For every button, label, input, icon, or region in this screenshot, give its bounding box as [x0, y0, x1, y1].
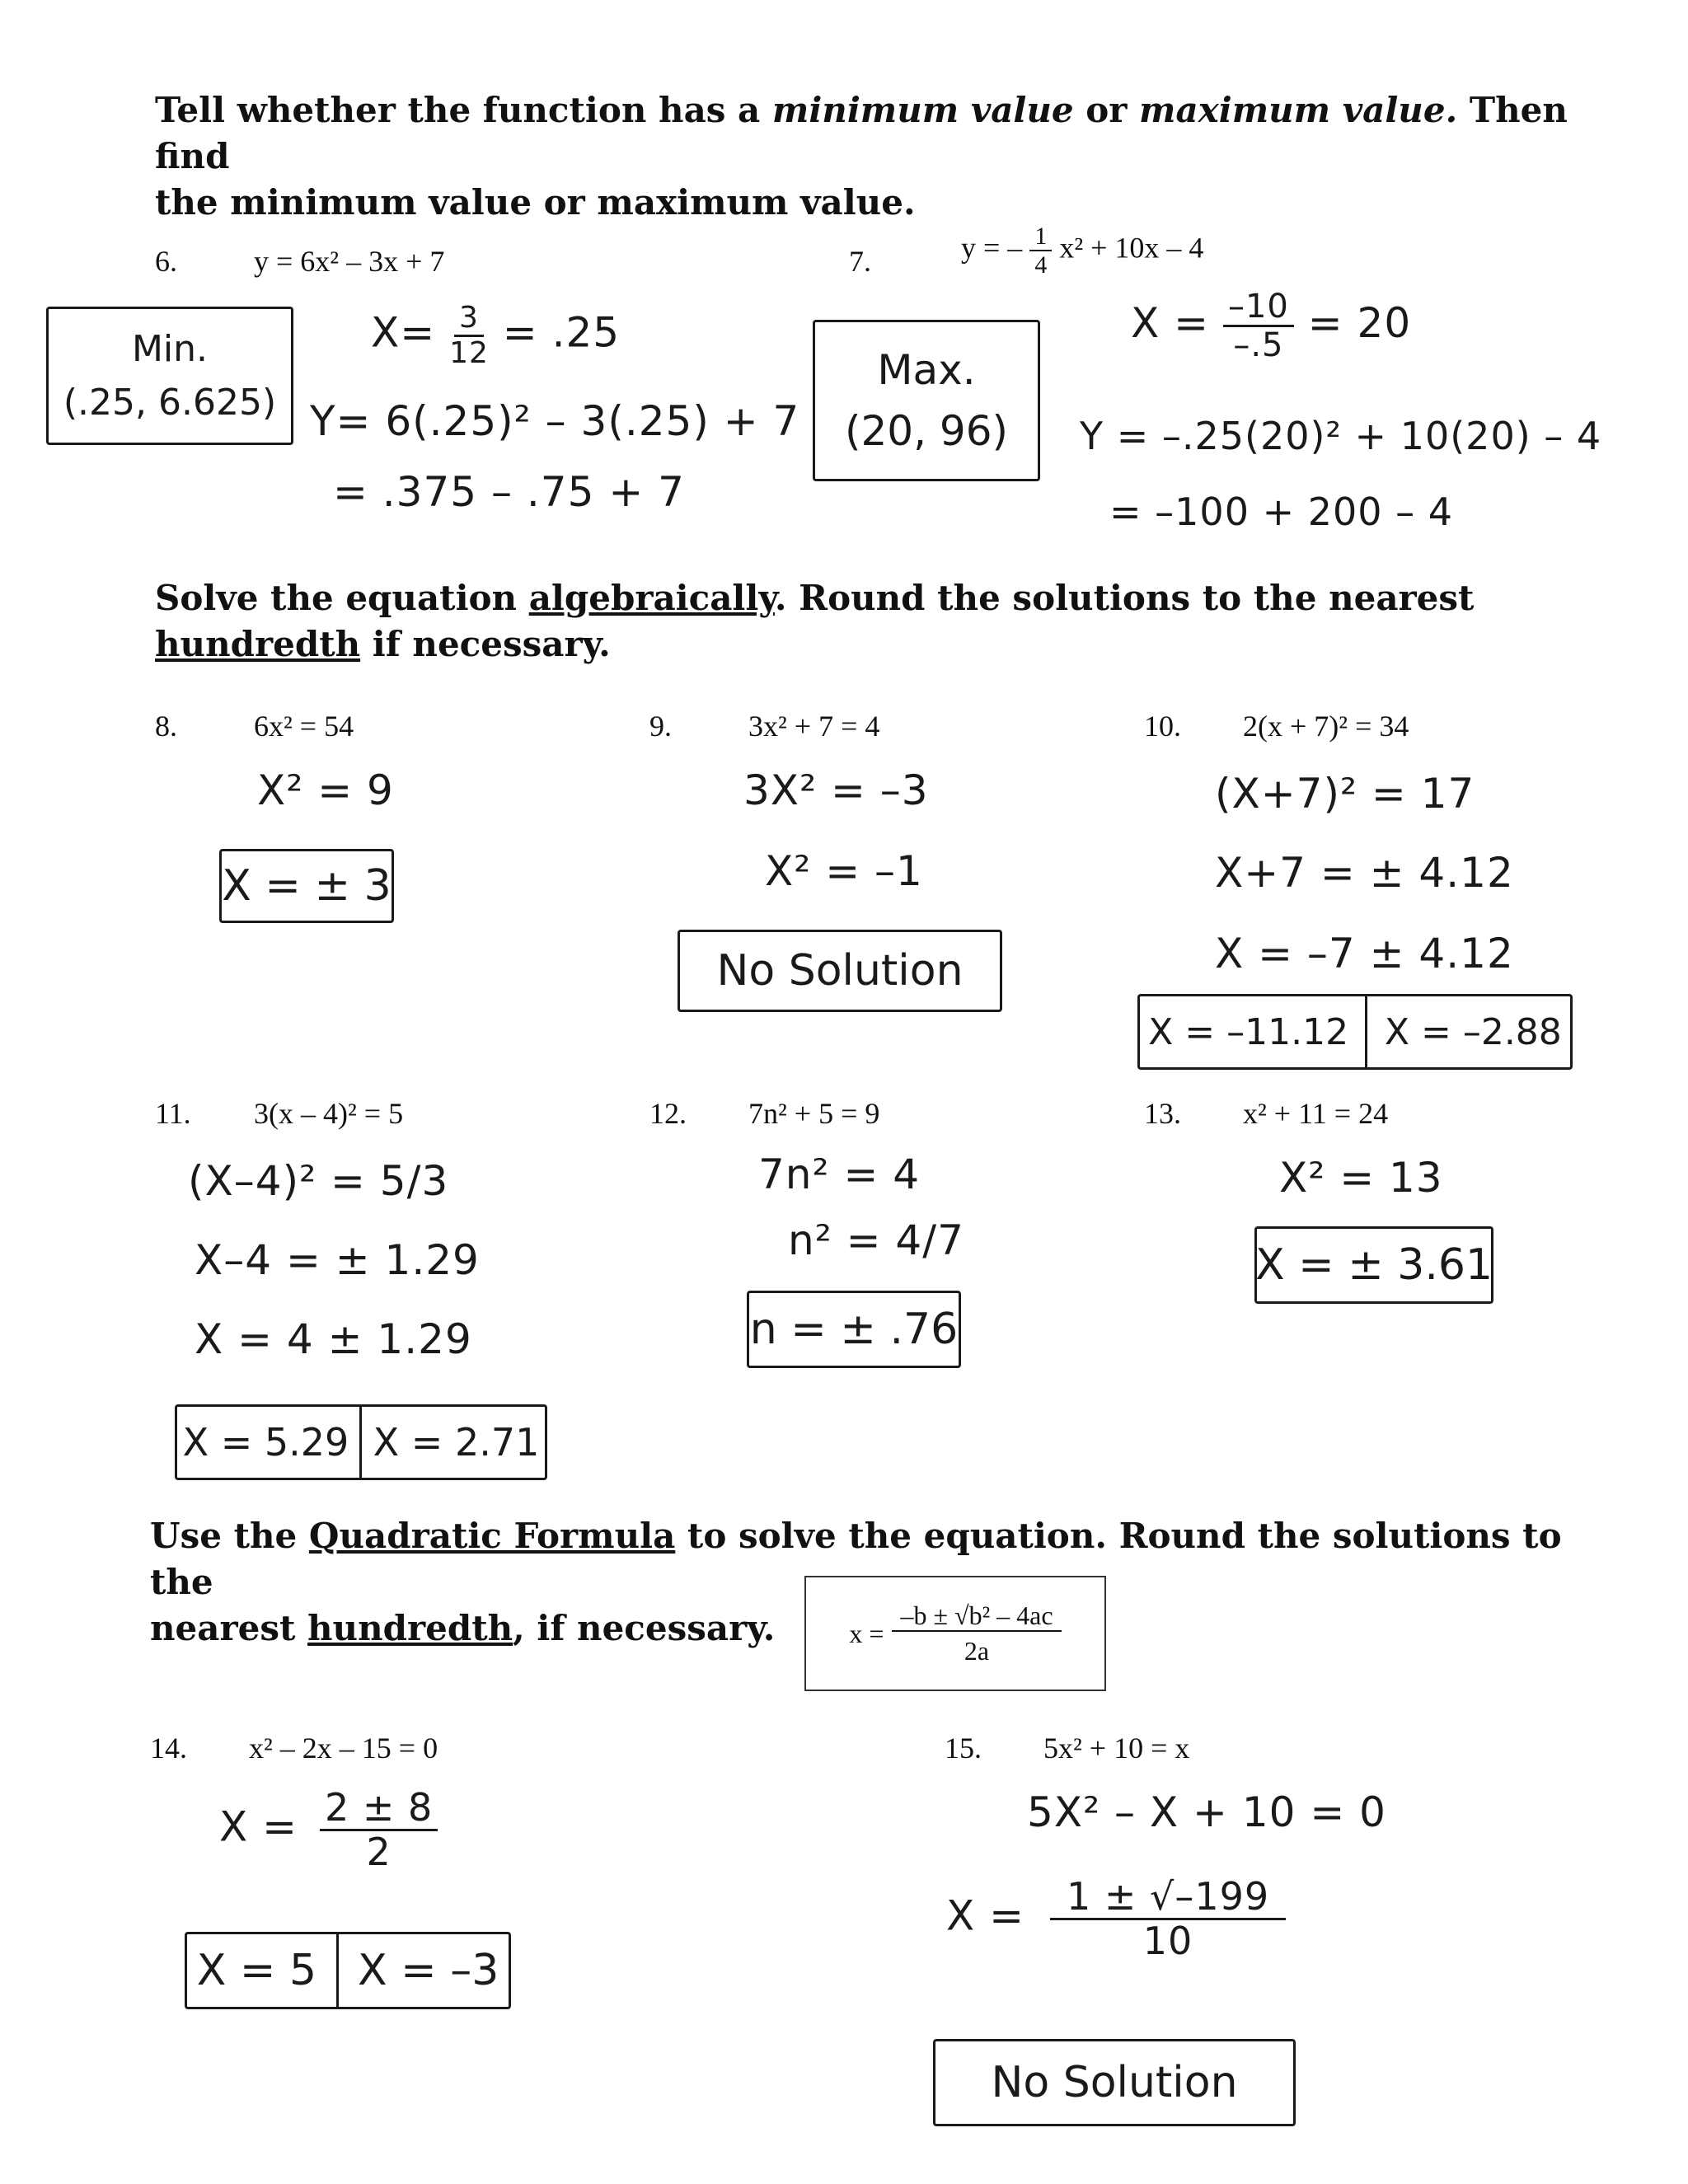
problem-10-answer-a: X = –11.12: [1148, 1010, 1349, 1053]
problem-11-step3: X = 4 ± 1.29: [195, 1315, 472, 1363]
problem-6-answer-type: Min.: [131, 328, 209, 370]
problem-12-answer-box: n = ± .76: [747, 1291, 961, 1368]
problem-11-step1: (X–4)² = 5/3: [188, 1157, 449, 1205]
problem-10-answer-divider: [1365, 996, 1367, 1067]
problem-14-answer-b: X = –3: [357, 1946, 499, 1995]
problem-6-x-fraction: $\frac{3}{12}$: [449, 301, 489, 370]
problem-12-step2: n² = 4/7: [788, 1216, 964, 1264]
problem-11-equation: 3(x – 4)² = 5: [254, 1097, 404, 1130]
problem-8-number: 8.: [155, 710, 177, 743]
problem-7-answer-point: (20, 96): [844, 407, 1009, 455]
problem-10-step2: X+7 = ± 4.12: [1215, 849, 1514, 897]
problem-12-step1: 7n² = 4: [758, 1151, 921, 1198]
problem-8-step1: X² = 9: [257, 766, 394, 814]
problem-15-x-fraction: $\frac{1 \pm √-199}{10}$: [1050, 1876, 1286, 1961]
problem-15-step1: 5X² – X + 10 = 0: [1027, 1788, 1386, 1836]
problem-14-equation: x² – 2x – 15 = 0: [249, 1732, 438, 1765]
section1-heading-line2: the minimum value or maximum value.: [155, 182, 916, 223]
problem-15-number: 15.: [945, 1732, 982, 1765]
problem-6-equation: y = 6x² – 3x + 7: [254, 245, 445, 278]
problem-7-y-work-line2: = –100 + 200 – 4: [1109, 490, 1454, 534]
problem-11-answer-a: X = 5.29: [182, 1420, 349, 1465]
problem-9-step1: 3X² = –3: [743, 766, 929, 814]
problem-14-x-fraction: $\frac{2 \pm 8}{2}$: [320, 1787, 438, 1872]
section1-heading: [155, 87, 1573, 226]
problem-8-answer-box: X = ± 3: [219, 849, 394, 923]
problem-9-number: 9.: [649, 710, 672, 743]
problem-6-x-work: X= $\frac{3}{12}$ = .25: [371, 301, 621, 370]
problem-7-answer-box: [813, 320, 1040, 481]
problem-7-answer-type: Max.: [877, 346, 976, 394]
problem-7-y-work: Y = –.25(20)² + 10(20) – 4: [1080, 414, 1602, 458]
problem-14-x-work: X = $\frac{2 \pm 8}{2}$: [219, 1787, 438, 1872]
problem-9-answer-box: No Solution: [678, 930, 1002, 1012]
section2-heading-line1: Solve the equation algebraically. Round the solutions to the nearest: [155, 578, 1475, 618]
quadratic-formula-box: [804, 1576, 1106, 1691]
problem-10-answer-box: [1137, 994, 1573, 1070]
problem-10-step1: (X+7)² = 17: [1215, 770, 1475, 818]
problem-9-step2: X² = –1: [765, 847, 923, 895]
problem-7-x-work: X = $\frac{-10}{-.5}$ = 20: [1131, 288, 1412, 364]
problem-7-x-fraction: $\frac{-10}{-.5}$: [1223, 288, 1294, 363]
section3-heading-line2: nearest hundredth, if necessary.: [150, 1608, 776, 1648]
problem-11-answer-box: [175, 1404, 547, 1480]
problem-11-answer-divider: [359, 1407, 362, 1478]
problem-8-equation: 6x² = 54: [254, 710, 354, 743]
problem-10-step3: X = –7 ± 4.12: [1215, 930, 1514, 977]
problem-6-answer-point: (.25, 6.625): [63, 382, 277, 424]
quadratic-formula-fraction: $\frac{\text{–b ± √b² – 4ac}}{2a}$: [892, 1601, 1061, 1666]
problem-6-y-work: Y= 6(.25)² – 3(.25) + 7: [310, 397, 800, 445]
problem-13-equation: x² + 11 = 24: [1243, 1097, 1389, 1130]
problem-10-equation: 2(x + 7)² = 34: [1243, 710, 1409, 743]
problem-7-equation: y = – $\frac{1}{4}$ x² + 10x – 4: [961, 223, 1204, 279]
problem-15-equation: 5x² + 10 = x: [1043, 1732, 1190, 1765]
problem-9-equation: 3x² + 7 = 4: [748, 710, 880, 743]
problem-13-number: 13.: [1144, 1097, 1181, 1130]
problem-11-number: 11.: [155, 1097, 191, 1130]
problem-10-number: 10.: [1144, 710, 1181, 743]
problem-15-x-work: X = $\frac{1 \pm √-199}{10}$: [946, 1876, 1286, 1961]
problem-11-answer-b: X = 2.71: [373, 1420, 540, 1465]
problem-6-answer-box: [46, 307, 293, 445]
section3-heading-line1: Use the Quadratic Formula to solve the equation. Round the solutions to the: [150, 1516, 1562, 1602]
problem-14-number: 14.: [150, 1732, 187, 1765]
problem-6-number: 6.: [155, 245, 177, 278]
problem-11-step2: X–4 = ± 1.29: [195, 1236, 480, 1284]
problem-14-answer-box: [185, 1932, 511, 2009]
section1-heading-line1: Tell whether the function has a minimum value or maximum value. Then find: [155, 90, 1568, 176]
problem-14-answer-a: X = 5: [196, 1946, 317, 1995]
problem-6-y-work-line2: = .375 – .75 + 7: [333, 468, 685, 516]
quadratic-formula-lhs: x =: [849, 1618, 884, 1648]
problem-7-equation-fraction: $\frac{1}{4}$: [1029, 223, 1052, 279]
problem-12-equation: 7n² + 5 = 9: [748, 1097, 880, 1130]
section2-heading: [155, 575, 1573, 668]
problem-12-number: 12.: [649, 1097, 687, 1130]
problem-13-step1: X² = 13: [1279, 1154, 1443, 1202]
problem-14-answer-divider: [336, 1934, 339, 2007]
problem-15-answer-box: No Solution: [933, 2039, 1296, 2126]
section2-heading-line2: hundredth if necessary.: [155, 624, 611, 664]
problem-13-answer-box: X = ± 3.61: [1254, 1226, 1493, 1304]
problem-7-number: 7.: [849, 245, 871, 278]
problem-10-answer-b: X = –2.88: [1384, 1010, 1562, 1053]
